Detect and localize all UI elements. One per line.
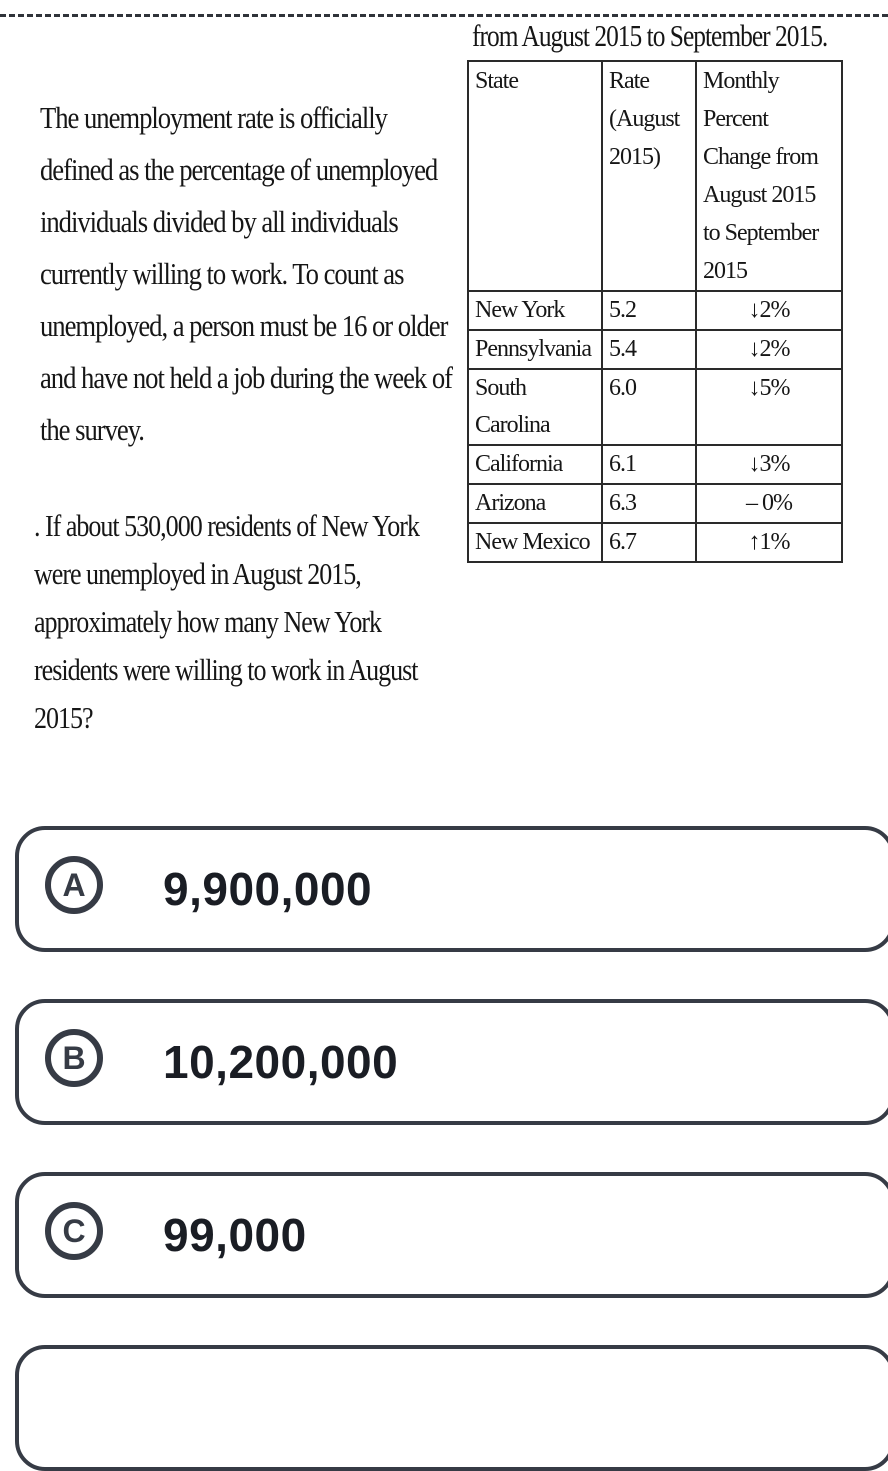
option-b-button[interactable] xyxy=(15,999,888,1125)
cell-state: South Carolina xyxy=(468,369,602,445)
cell-rate: 5.4 xyxy=(602,330,696,369)
table-row xyxy=(468,484,842,523)
option-c-text: 99,000 xyxy=(163,1209,307,1261)
option-letter-c: C xyxy=(45,1202,103,1260)
table-row xyxy=(468,523,842,562)
table-row xyxy=(468,369,842,445)
cell-change: ↓3% xyxy=(696,445,842,484)
cell-change: ↓5% xyxy=(696,369,842,445)
cell-state: Arizona xyxy=(468,484,602,523)
cell-rate: 6.7 xyxy=(602,523,696,562)
table-header-row xyxy=(468,61,842,291)
option-letter-b: B xyxy=(45,1029,103,1087)
cell-state: New Mexico xyxy=(468,523,602,562)
cell-rate: 6.0 xyxy=(602,369,696,445)
question-text: . If about 530,000 residents of New York were unemployed in August 2015, approximately how many New York residents were willing to work in August 2015? xyxy=(34,508,419,735)
cell-change: ↓2% xyxy=(696,330,842,369)
table-caption: from August 2015 to September 2015. xyxy=(472,18,828,53)
cell-rate: 6.3 xyxy=(602,484,696,523)
cell-state: New York xyxy=(468,291,602,330)
table-row xyxy=(468,330,842,369)
option-a-text: 9,900,000 xyxy=(163,863,373,915)
cell-state: Pennsylvania xyxy=(468,330,602,369)
cell-rate: 6.1 xyxy=(602,445,696,484)
unemployment-table xyxy=(467,60,843,563)
table-row xyxy=(468,445,842,484)
cell-change: ↓2% xyxy=(696,291,842,330)
option-d-button[interactable] xyxy=(15,1345,888,1471)
passage-text: The unemployment rate is officially defined as the percentage of unemployed individuals divided by all individuals currently willing to work. To count as unemployed, a person must be 16 or older and have not held a job during the week of the survey. xyxy=(40,100,452,447)
cell-state: California xyxy=(468,445,602,484)
option-letter-a: A xyxy=(45,856,103,914)
cell-change: ↑1% xyxy=(696,523,842,562)
table-row xyxy=(468,291,842,330)
cell-change: – 0% xyxy=(696,484,842,523)
header-state: State xyxy=(468,61,602,291)
option-b-text: 10,200,000 xyxy=(163,1036,399,1088)
dashed-divider xyxy=(0,14,888,17)
cell-rate: 5.2 xyxy=(602,291,696,330)
header-rate: Rate (August 2015) xyxy=(602,61,696,291)
option-a-button[interactable] xyxy=(15,826,888,952)
header-change: Monthly Percent Change from August 2015 to September 2015 xyxy=(696,61,842,291)
option-c-button[interactable] xyxy=(15,1172,888,1298)
